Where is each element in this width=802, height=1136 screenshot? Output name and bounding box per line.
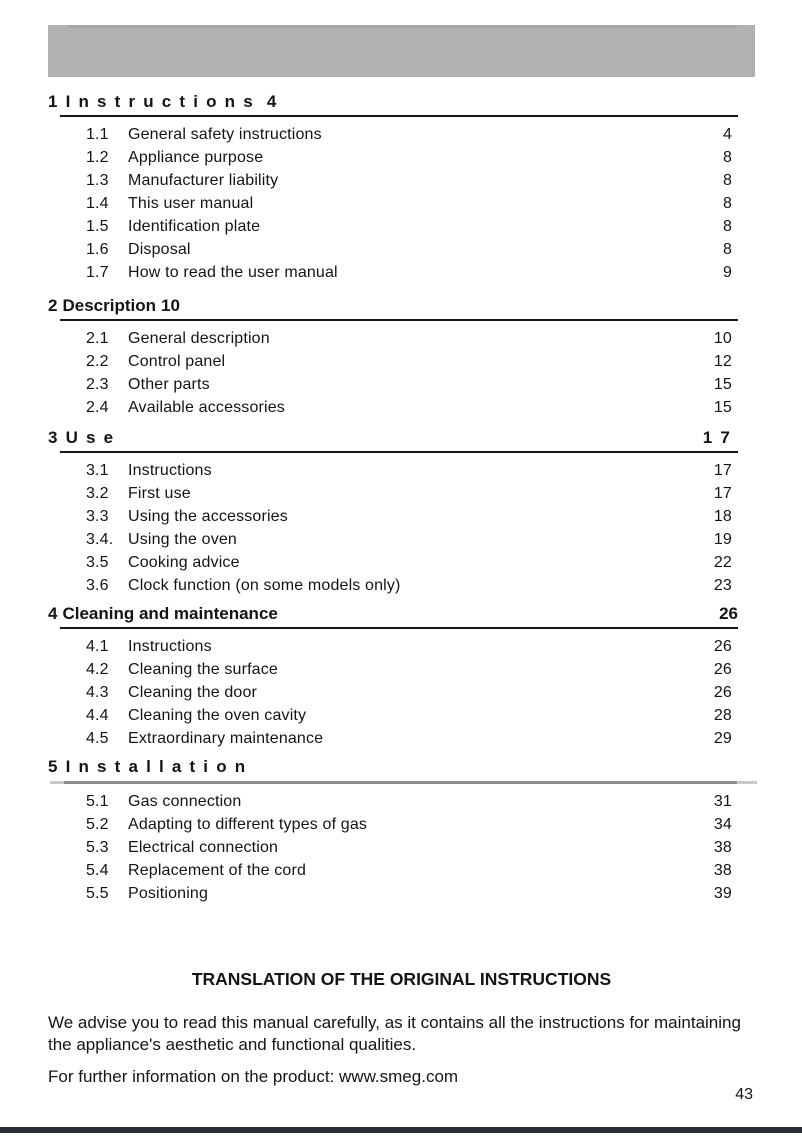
toc-entry xyxy=(48,146,738,169)
entry-number: 2.2 xyxy=(86,352,109,370)
section-page-number: 26 xyxy=(719,604,738,623)
section-divider xyxy=(60,115,738,117)
footer-paragraph: We advise you to read this manual carefully, as it contains all the instructions for maintaining the appliance's aesthetic and functional qualities. xyxy=(48,1013,741,1054)
toc-entry xyxy=(48,859,738,882)
entry-number: 4.4 xyxy=(86,706,109,724)
entry-page-number: 19 xyxy=(713,530,732,548)
entry-page-number: 18 xyxy=(713,507,732,525)
header-bar-accent xyxy=(68,25,737,28)
entry-page-number: 8 xyxy=(722,240,732,258)
entry-number: 1.2 xyxy=(86,148,109,166)
section-title: Use xyxy=(65,428,122,447)
entry-page-number: 23 xyxy=(713,576,732,594)
section-number: 5 xyxy=(48,757,66,776)
toc-entry xyxy=(48,658,738,681)
entry-label: Instructions xyxy=(128,461,212,479)
entry-label: First use xyxy=(128,484,191,502)
entry-page-number: 29 xyxy=(713,729,732,747)
footer-block xyxy=(48,966,755,1088)
entry-number: 1.3 xyxy=(86,171,109,189)
toc-entry xyxy=(48,261,738,284)
toc-entry xyxy=(48,681,738,704)
entry-label: Control panel xyxy=(128,352,226,370)
toc-entry xyxy=(48,727,738,750)
entry-label: Cooking advice xyxy=(128,553,240,571)
section-number: 3 xyxy=(48,428,66,447)
entry-number: 5.4 xyxy=(86,861,109,879)
toc-section xyxy=(48,756,738,905)
entry-label: General description xyxy=(128,329,270,347)
section-heading xyxy=(48,427,738,449)
section-entries xyxy=(48,327,738,419)
toc-entry xyxy=(48,215,738,238)
section-heading xyxy=(48,603,738,625)
entry-page-number: 4 xyxy=(722,125,732,143)
footer-bar xyxy=(0,1127,802,1133)
entry-label: How to read the user manual xyxy=(128,263,338,281)
toc-entry xyxy=(48,327,738,350)
toc-entry xyxy=(48,123,738,146)
section-heading xyxy=(48,756,738,778)
entry-number: 4.1 xyxy=(86,637,109,655)
entry-number: 3.1 xyxy=(86,461,109,479)
entry-page-number: 9 xyxy=(722,263,732,281)
toc-entry xyxy=(48,704,738,727)
toc-section xyxy=(48,603,738,750)
entry-page-number: 8 xyxy=(722,194,732,212)
entry-page-number: 34 xyxy=(713,815,732,833)
entry-number: 3.6 xyxy=(86,576,109,594)
section-page-number: 17 xyxy=(702,428,738,447)
toc-entry xyxy=(48,373,738,396)
section-page-number: 4 xyxy=(266,92,285,111)
page-number: 43 xyxy=(735,1086,753,1103)
section-page-number: 10 xyxy=(161,296,180,315)
header-bar xyxy=(48,25,755,77)
toc-entry xyxy=(48,396,738,419)
entry-label: Using the accessories xyxy=(128,507,288,525)
entry-number: 3.4. xyxy=(86,530,114,548)
entry-label: Instructions xyxy=(128,637,212,655)
entry-label: Other parts xyxy=(128,375,210,393)
entry-page-number: 28 xyxy=(713,706,732,724)
entry-label: Extraordinary maintenance xyxy=(128,729,324,747)
entry-number: 1.6 xyxy=(86,240,109,258)
entry-number: 1.5 xyxy=(86,217,109,235)
entry-number: 4.2 xyxy=(86,660,109,678)
toc-entry xyxy=(48,459,738,482)
entry-page-number: 17 xyxy=(713,461,732,479)
toc-entry xyxy=(48,551,738,574)
toc-entry xyxy=(48,836,738,859)
entry-number: 1.1 xyxy=(86,125,109,143)
toc-entry xyxy=(48,505,738,528)
section-entries xyxy=(48,635,738,750)
entry-label: Positioning xyxy=(128,884,209,902)
entry-number: 5.3 xyxy=(86,838,109,856)
toc-section xyxy=(48,295,738,419)
toc-entry xyxy=(48,482,738,505)
entry-number: 5.5 xyxy=(86,884,109,902)
entry-page-number: 10 xyxy=(713,329,732,347)
toc-entry xyxy=(48,574,738,597)
toc-entry xyxy=(48,813,738,836)
entry-number: 4.5 xyxy=(86,729,109,747)
entry-label: Available accessories xyxy=(128,398,285,416)
entry-page-number: 26 xyxy=(713,637,732,655)
toc-entry xyxy=(48,350,738,373)
section-number: 4 xyxy=(48,604,58,623)
entry-label: Replacement of the cord xyxy=(128,861,307,879)
entry-page-number: 8 xyxy=(722,171,732,189)
section-divider xyxy=(60,451,738,453)
section-title: Instructions xyxy=(65,92,261,111)
entry-page-number: 26 xyxy=(713,660,732,678)
toc-section xyxy=(48,427,738,597)
entry-page-number: 15 xyxy=(713,375,732,393)
section-heading xyxy=(48,295,738,317)
entry-label: Clock function (on some models only) xyxy=(128,576,401,594)
footer-info: For further information on the product: www.smeg.com xyxy=(48,1067,459,1086)
table-of-contents xyxy=(48,91,738,905)
entry-label: Identification plate xyxy=(128,217,261,235)
toc-entry xyxy=(48,882,738,905)
entry-page-number: 38 xyxy=(713,838,732,856)
toc-entry xyxy=(48,169,738,192)
entry-label: General safety instructions xyxy=(128,125,322,143)
toc-section xyxy=(48,91,738,284)
entry-label: Adapting to different types of gas xyxy=(128,815,368,833)
toc-entry xyxy=(48,192,738,215)
toc-entry xyxy=(48,238,738,261)
entry-number: 3.3 xyxy=(86,507,109,525)
entry-label: Appliance purpose xyxy=(128,148,264,166)
entry-number: 2.4 xyxy=(86,398,109,416)
entry-label: Electrical connection xyxy=(128,838,279,856)
entry-page-number: 17 xyxy=(713,484,732,502)
entry-number: 4.3 xyxy=(86,683,109,701)
entry-number: 3.2 xyxy=(86,484,109,502)
section-entries xyxy=(48,790,738,905)
section-title: Cleaning and maintenance xyxy=(62,604,278,623)
entry-page-number: 31 xyxy=(713,792,732,810)
entry-page-number: 12 xyxy=(713,352,732,370)
section-title: Installation xyxy=(65,757,254,776)
section-title: Description xyxy=(62,296,156,315)
entry-label: Manufacturer liability xyxy=(128,171,279,189)
entry-page-number: 8 xyxy=(722,148,732,166)
entry-label: Cleaning the door xyxy=(128,683,258,701)
entry-number: 2.1 xyxy=(86,329,109,347)
entry-label: Cleaning the surface xyxy=(128,660,278,678)
toc-entry xyxy=(48,635,738,658)
entry-label: Using the oven xyxy=(128,530,237,548)
entry-label: Gas connection xyxy=(128,792,242,810)
toc-entry xyxy=(48,528,738,551)
entry-number: 3.5 xyxy=(86,553,109,571)
section-divider xyxy=(50,781,757,784)
entry-number: 2.3 xyxy=(86,375,109,393)
entry-page-number: 15 xyxy=(713,398,732,416)
section-number: 2 xyxy=(48,296,58,315)
entry-number: 1.7 xyxy=(86,263,109,281)
section-heading xyxy=(48,91,738,113)
entry-number: 5.2 xyxy=(86,815,109,833)
section-number: 1 xyxy=(48,92,66,111)
section-divider xyxy=(60,319,738,321)
entry-label: This user manual xyxy=(128,194,254,212)
section-entries xyxy=(48,459,738,597)
entry-label: Cleaning the oven cavity xyxy=(128,706,307,724)
section-entries xyxy=(48,123,738,284)
entry-page-number: 8 xyxy=(722,217,732,235)
entry-number: 1.4 xyxy=(86,194,109,212)
toc-entry xyxy=(48,790,738,813)
entry-page-number: 26 xyxy=(713,683,732,701)
entry-label: Disposal xyxy=(128,240,191,258)
entry-page-number: 22 xyxy=(713,553,732,571)
entry-number: 5.1 xyxy=(86,792,109,810)
footer-title: TRANSLATION OF THE ORIGINAL INSTRUCTIONS xyxy=(191,969,612,989)
entry-page-number: 39 xyxy=(713,884,732,902)
entry-page-number: 38 xyxy=(713,861,732,879)
section-divider xyxy=(60,627,738,629)
